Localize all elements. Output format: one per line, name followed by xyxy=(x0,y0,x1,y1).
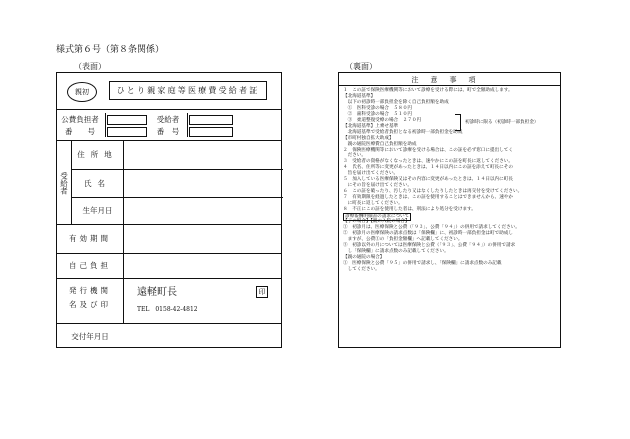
note-line: 【子の場合】【親の入院の場合】 xyxy=(343,218,410,224)
badge-circle: 親初 xyxy=(67,82,97,102)
copay-label: 自己負担 xyxy=(69,261,111,270)
note-line: ２ 保険医療機関等において診療を受ける場合は、この証を必ず窓口に提出してく xyxy=(343,147,513,153)
back-side-label: （裏面） xyxy=(345,62,377,71)
note-line: してください。 xyxy=(343,266,380,272)
note-line: ② 歯科受診の場合 ５１０円 xyxy=(343,111,412,117)
issuer-label-2: 名及び印 xyxy=(69,299,111,309)
recipient-number-field-2 xyxy=(189,127,233,137)
note-line: ７ 有効期限を経過したときは、この証を使用することはできませんから、速やか xyxy=(343,195,513,201)
issuer-label-1: 発行機関 xyxy=(69,285,111,295)
note-line: し「保険欄」に請求点数のみ記載してください。 xyxy=(343,248,449,254)
payer-number-field xyxy=(107,115,147,125)
label-column-divider xyxy=(123,224,124,323)
row-divider xyxy=(57,323,281,324)
payer-number-label-2: 番 号 xyxy=(65,126,95,136)
notes-title-underline xyxy=(339,85,560,86)
note-line: ８ 不正にこの証を使用した者は、刑法により処分を受けます。 xyxy=(343,207,476,212)
issuer-name: 遠軽町長 xyxy=(137,287,177,298)
note-line: ４ 氏名、住所等に変更があったときは、１４日以内にこの証を添えて町長にその xyxy=(343,165,513,171)
recipient-number-field xyxy=(189,115,233,125)
birthdate-label: 生年月日 xyxy=(82,206,113,215)
name-label: 氏名 xyxy=(84,178,111,188)
validity-label: 有効期間 xyxy=(69,234,111,243)
note-line: に町長に返してください。 xyxy=(343,201,403,207)
note-line: 以下の初診時一部負担金を除く自己負担額を助成 xyxy=(343,99,449,105)
note-line: 【市町村独自拡大助成】 xyxy=(343,135,394,141)
cell-divider xyxy=(105,113,106,137)
form-number: 様式第６号（第８条関係） xyxy=(56,45,165,55)
payer-number-label-1: 公費負担者 xyxy=(61,114,99,124)
note-line: ② 初診月の医療保険の請求点数は「保険欄」に、初診時一部負担金は町で助成し xyxy=(343,230,513,236)
note-line: ③ 初診以外の月については医療保険と公費（「９３」、公費「９４」）の併用で請求 xyxy=(343,242,516,248)
note-line: 診療報酬明細書の請求について xyxy=(345,213,410,219)
note-line: ① 医療保険と公費「９５」の併用で請求し、「保険欄」に請求点数のみ記載 xyxy=(343,260,502,266)
certificate-title: ひとり親家庭等医療費受給者証 xyxy=(109,81,267,100)
note-line: ５ 加入している医療保険又はその内容に変更があったときは、１４日以内に町長 xyxy=(343,177,513,183)
amount-brace xyxy=(455,114,461,131)
front-side-label: （表面） xyxy=(74,62,106,71)
note-line: 【親の通院の場合】 xyxy=(343,254,385,260)
recipient-number-label-2: 番 号 xyxy=(156,126,180,136)
cell-divider xyxy=(187,113,188,137)
row-divider xyxy=(57,109,281,110)
brace-note: 初診時に限る（初診時一部負担金） xyxy=(465,120,539,125)
row-divider xyxy=(57,278,281,279)
issuer-seal: 印 xyxy=(256,286,268,298)
note-line: ① 医科受診の場合 ５８０円 xyxy=(343,105,412,111)
note-line: にその旨を届け出てください。 xyxy=(343,183,412,189)
payer-number-field-2 xyxy=(107,127,147,137)
note-line: 【北海道基準】 xyxy=(343,93,376,99)
label-column-divider xyxy=(123,140,124,224)
back-panel xyxy=(338,72,561,348)
note-line: 旨を届け出てください。 xyxy=(343,171,399,177)
notes-title: 注意事項 xyxy=(411,76,488,84)
note-line: ① 初診月は、医療保険と公費（「９３」、公費「９４」）の併用で請求してください。 xyxy=(343,224,520,230)
front-panel xyxy=(56,72,282,348)
note-line: ますが、公費①の「負担金額欄」へ記載してください。 xyxy=(343,236,463,242)
note-line: ３ 受給者の資格がなくなったときは、速やかにこの証を町長に返してください。 xyxy=(343,159,513,165)
note-line: １ この証で保険医療機関等において診療を受ける際には、町で全額助成します。 xyxy=(343,88,513,93)
note-line: 親の通院医療費自己負担額を助成 xyxy=(343,141,417,147)
issuer-tel: TEL 0158-42-4812 xyxy=(137,306,198,313)
note-line: ださい。 xyxy=(343,153,366,159)
address-label: 住所地 xyxy=(77,150,118,159)
note-line: ６ この証を破ったり、汚したり又はなくしたりしたときは再交付を受けてください。 xyxy=(343,189,523,195)
note-line: ③ 柔道整復受療の場合 ２７０円 xyxy=(343,117,422,123)
note-line: 北海道基準で受給者負担となる初診時一部負担金を助成 xyxy=(343,129,463,135)
issue-date-label: 交付年月日 xyxy=(71,331,109,341)
recipient-number-label-1: 受給者 xyxy=(156,114,180,124)
recipient-section-label: 受給者 xyxy=(59,171,69,195)
note-line: 【北海道基準】上乗せ基準 xyxy=(343,123,399,129)
